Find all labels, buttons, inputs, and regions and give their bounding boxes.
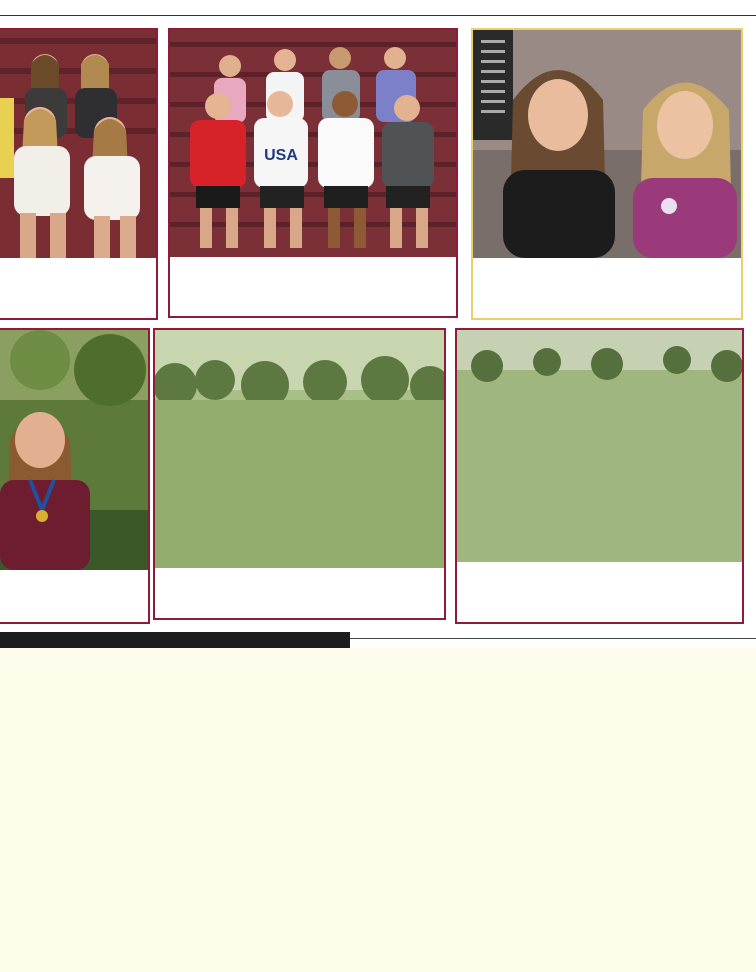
svg-text:USA: USA bbox=[264, 147, 298, 164]
diggers-border bbox=[471, 28, 743, 320]
spartans-girls-border bbox=[0, 28, 158, 320]
scoopers-girls-border bbox=[153, 328, 446, 620]
gators-border bbox=[0, 328, 150, 624]
spartans-boys-border bbox=[168, 28, 458, 318]
masthead bbox=[746, 1, 752, 13]
sponsor-listing bbox=[0, 648, 756, 972]
scoopers-boys-border bbox=[455, 328, 744, 624]
sponsors-heading-bar bbox=[0, 632, 350, 648]
page-header bbox=[0, 0, 756, 16]
